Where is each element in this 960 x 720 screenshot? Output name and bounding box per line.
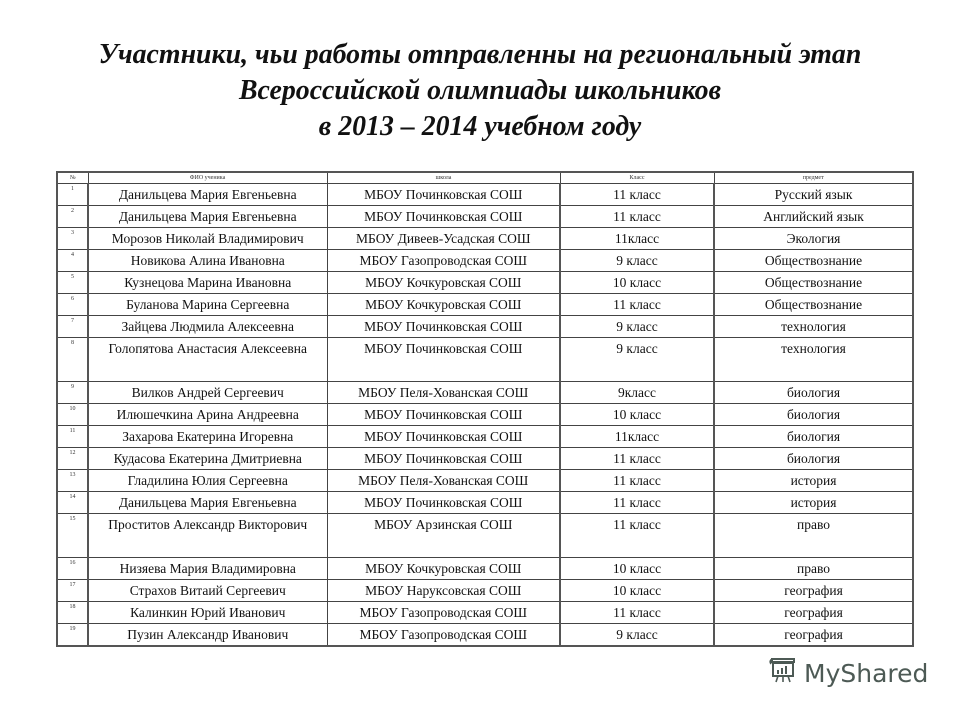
school-name: МБОУ Дивеев-Усадская СОШ [327, 228, 560, 250]
subject: Обществознание [714, 294, 913, 316]
table-row [57, 624, 913, 647]
student-name: Страхов Витаий Сергеевич [88, 580, 327, 602]
row-number: 6 [57, 294, 88, 316]
table-row [57, 470, 913, 492]
row-number: 5 [57, 272, 88, 294]
row-number: 13 [57, 470, 88, 492]
row-number: 19 [57, 624, 88, 647]
class-level: 11класс [560, 426, 714, 448]
subject: Английский язык [714, 206, 913, 228]
student-name: Кузнецова Марина Ивановна [88, 272, 327, 294]
school-name: МБОУ Починковская СОШ [327, 492, 560, 514]
row-number: 7 [57, 316, 88, 338]
class-level: 10 класс [560, 558, 714, 580]
subject: технология [714, 338, 913, 382]
row-number: 2 [57, 206, 88, 228]
table-row [57, 294, 913, 316]
row-number: 18 [57, 602, 88, 624]
header-school: школа [327, 172, 560, 184]
title-line-1: Участники, чьи работы отправленны на региональный этап [98, 38, 862, 70]
table-row [57, 250, 913, 272]
student-name: Зайцева Людмила Алексеевна [88, 316, 327, 338]
subject: право [714, 558, 913, 580]
class-level: 9 класс [560, 624, 714, 647]
table-row [57, 558, 913, 580]
student-name: Данильцева Мария Евгеньевна [88, 492, 327, 514]
table-row [57, 184, 913, 206]
subject: Экология [714, 228, 913, 250]
table-row [57, 338, 913, 382]
row-number: 17 [57, 580, 88, 602]
table-row [57, 492, 913, 514]
student-name: Гладилина Юлия Сергеевна [88, 470, 327, 492]
table-row [57, 206, 913, 228]
student-name: Данильцева Мария Евгеньевна [88, 206, 327, 228]
table-row [57, 272, 913, 294]
school-name: МБОУ Починковская СОШ [327, 448, 560, 470]
school-name: МБОУ Починковская СОШ [327, 404, 560, 426]
row-number: 12 [57, 448, 88, 470]
school-name: МБОУ Кочкуровская СОШ [327, 558, 560, 580]
school-name: МБОУ Кочкуровская СОШ [327, 294, 560, 316]
student-name: Кудасова Екатерина Дмитриевна [88, 448, 327, 470]
class-level: 10 класс [560, 272, 714, 294]
row-number: 14 [57, 492, 88, 514]
class-level: 9 класс [560, 338, 714, 382]
class-level: 9 класс [560, 316, 714, 338]
page-title [19, 36, 941, 144]
student-name: Новикова Алина Ивановна [88, 250, 327, 272]
student-name: Проститов Александр Викторович [88, 514, 327, 558]
class-level: 11 класс [560, 206, 714, 228]
subject: право [714, 514, 913, 558]
student-name: Низяева Мария Владимировна [88, 558, 327, 580]
subject: история [714, 492, 913, 514]
student-name: Захарова Екатерина Игоревна [88, 426, 327, 448]
student-name: Илюшечкина Арина Андреевна [88, 404, 327, 426]
subject: Обществознание [714, 250, 913, 272]
row-number: 3 [57, 228, 88, 250]
class-level: 11 класс [560, 294, 714, 316]
subject: биология [714, 382, 913, 404]
table-row [57, 228, 913, 250]
class-level: 11 класс [560, 470, 714, 492]
header-class: Класс [560, 172, 714, 184]
school-name: МБОУ Починковская СОШ [327, 206, 560, 228]
student-name: Данильцева Мария Евгеньевна [88, 184, 327, 206]
class-level: 11 класс [560, 602, 714, 624]
header-subject: предмет [714, 172, 913, 184]
subject: география [714, 580, 913, 602]
row-number: 11 [57, 426, 88, 448]
table-row [57, 448, 913, 470]
subject: география [714, 602, 913, 624]
header-name: ФИО ученика [88, 172, 327, 184]
row-number: 4 [57, 250, 88, 272]
subject: география [714, 624, 913, 647]
presentation-board-icon [768, 655, 804, 691]
class-level: 11 класс [560, 448, 714, 470]
student-name: Калинкин Юрий Иванович [88, 602, 327, 624]
school-name: МБОУ Газопроводская СОШ [327, 602, 560, 624]
school-name: МБОУ Починковская СОШ [327, 316, 560, 338]
class-level: 9 класс [560, 250, 714, 272]
school-name: МБОУ Починковская СОШ [327, 426, 560, 448]
class-level: 11класс [560, 228, 714, 250]
school-name: МБОУ Починковская СОШ [327, 338, 560, 382]
school-name: МБОУ Газопроводская СОШ [327, 624, 560, 647]
row-number: 10 [57, 404, 88, 426]
table-row [57, 580, 913, 602]
row-number: 15 [57, 514, 88, 558]
subject: биология [714, 426, 913, 448]
student-name: Вилков Андрей Сергеевич [88, 382, 327, 404]
school-name: МБОУ Газопроводская СОШ [327, 250, 560, 272]
row-number: 1 [57, 184, 88, 206]
table-row [57, 602, 913, 624]
row-number: 16 [57, 558, 88, 580]
row-number: 9 [57, 382, 88, 404]
title-line-2: Всероссийской олимпиады школьников [238, 74, 722, 106]
title-line-3: в 2013 – 2014 учебном году [318, 110, 642, 142]
class-level: 10 класс [560, 404, 714, 426]
header-number: № [57, 172, 88, 184]
subject: история [714, 470, 913, 492]
school-name: МБОУ Арзинская СОШ [327, 514, 560, 558]
school-name: МБОУ Кочкуровская СОШ [327, 272, 560, 294]
school-name: МБОУ Починковская СОШ [327, 184, 560, 206]
subject: Обществознание [714, 272, 913, 294]
student-name: Голопятова Анастасия Алексеевна [88, 338, 327, 382]
school-name: МБОУ Наруксовская СОШ [327, 580, 560, 602]
table-row [57, 514, 913, 558]
student-name: Буланова Марина Сергеевна [88, 294, 327, 316]
row-number: 8 [57, 338, 88, 382]
table-header-row [57, 172, 913, 184]
student-name: Морозов Николай Владимирович [88, 228, 327, 250]
subject: биология [714, 404, 913, 426]
table-row [57, 316, 913, 338]
class-level: 11 класс [560, 492, 714, 514]
participants-table [56, 171, 914, 647]
class-level: 11 класс [560, 514, 714, 558]
watermark-text: MyShared [804, 658, 929, 688]
myshared-watermark [768, 655, 928, 691]
subject: биология [714, 448, 913, 470]
table-row [57, 404, 913, 426]
table-row [57, 426, 913, 448]
school-name: МБОУ Пеля-Хованская СОШ [327, 382, 560, 404]
class-level: 10 класс [560, 580, 714, 602]
student-name: Пузин Александр Иванович [88, 624, 327, 647]
subject: технология [714, 316, 913, 338]
school-name: МБОУ Пеля-Хованская СОШ [327, 470, 560, 492]
class-level: 9класс [560, 382, 714, 404]
table-row [57, 382, 913, 404]
class-level: 11 класс [560, 184, 714, 206]
subject: Русский язык [714, 184, 913, 206]
